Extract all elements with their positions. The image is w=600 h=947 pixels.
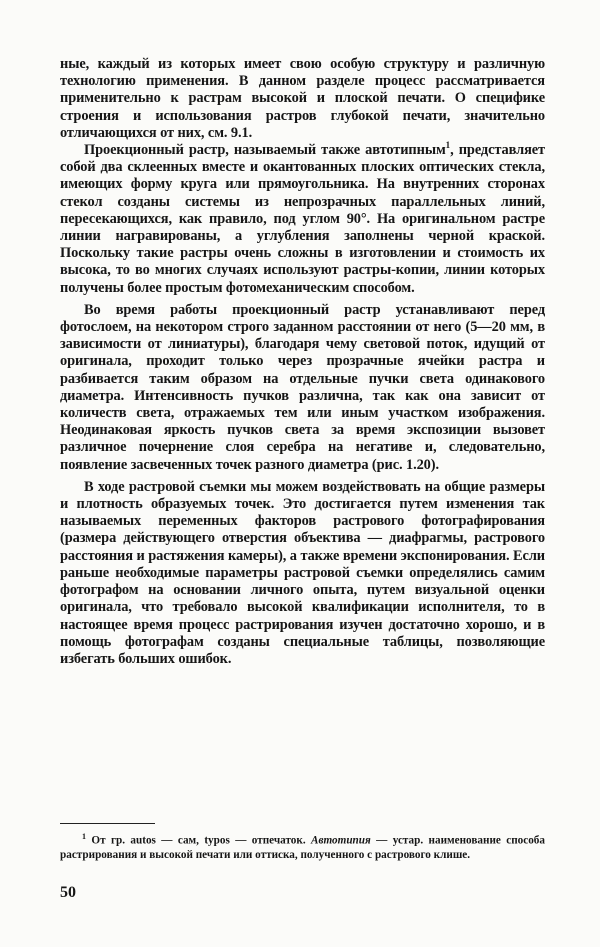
page-number: 50 <box>60 884 76 901</box>
footnote <box>60 830 545 863</box>
page-body <box>60 56 545 668</box>
footnote-term: Автотипия <box>311 834 371 847</box>
footnote-reference: 1 <box>445 140 451 151</box>
paragraph-3: Во время работы проекционный растр устанавливают перед фотослоем, на некотором строго заданном расстоянии от него (5—20 мм, в зависимости от линиатуры), благодаря чему световой поток, идущий от оригинала, проходит только через прозрачные ячейки растра и разбивается таким образом на отдельные пучки света одинакового диаметра. Интенсивность пучков различна, так как она зависит от количеств света, отражаемых тем или иным участком изображения. Неодинаковая яркость пучков света за время экспозиции вызовет различное почернение слоя серебра на негативе и, следовательно, появление засвеченных точек разного диаметра (рис. 1.20). <box>60 301 545 473</box>
paragraph-2-lead: Проекционный растр, называемый также автотипным <box>84 142 446 159</box>
footnote-divider <box>60 823 155 824</box>
footnote-text-before: От гр. autos — сам, typos — отпечаток. <box>91 834 306 847</box>
footnote-text-after: — устар. наименование способа растрирования и высокой печати или оттиска, полученного с растрового клише. <box>60 834 545 862</box>
footnote-marker: 1 <box>82 832 86 841</box>
body-text <box>60 56 545 668</box>
paragraph-2: Проекционный растр, называемый также автотипным$^1$, представляет собой два склеенных вместе и окантованных плоских оптических стекла, имеющих форму круга или прямоугольника. На внутренних сторонах стекол созданы системы из непрозрачных параллельных линий, пересекающихся, как правило, под углом 90°. На оригинальном растре линии награвированы, а углубления заполнены черной краской. Поскольку такие растры очень сложны в изготовлении и стоимость их высока, то во многих случаях используют растры-копии, линии которых получены более простым фотомеханическим способом. <box>60 140 546 296</box>
paragraph-4: В ходе растровой съемки мы можем воздействовать на общие размеры и плотность образуемых точек. Это достигается путем изменения так называемых переменных факторов растрового фотографирования (размера действующего отверстия объектива — диафрагмы, растрового расстояния и растяжения камеры), а также времени экспонирования. Если раньше необходимые параметры растровой съемки определялись самим фотографом на основании личного опыта, путем визуальной оценки оригинала, что требовало высокой квалификации исполнителя, то в настоящее время процесс растрирования изучен достаточно хорошо, и в помощь фотографам созданы специальные таблицы, позволяющие избегать больших ошибок. <box>60 478 545 667</box>
paragraph-2-rest: представляет собой два склеенных вместе и окантованных плоских оптических стекла, имеющих форму круга или прямоугольника. На внутренних сторонах стекол созданы системы из непрозрачных параллельных линий, пересекающихся, как правило, под углом 90°. На оригинальном растре линии награвированы, а углубления заполнены черной краской. Поскольку такие растры очень сложны в изготовлении и стоимость их высока, то во многих случаях используют растры-копии, линии которых получены более простым фотомеханическим способом. <box>60 142 546 296</box>
paragraph-1: ные, каждый из которых имеет свою особую структуру и различную технологию применения. В данном разделе процесс рассматривается применительно к растрам высокой и плоской печати. О специфике строения и использования растров глубокой печати, значительно отличающихся от них, см. 9.1. <box>60 56 545 141</box>
